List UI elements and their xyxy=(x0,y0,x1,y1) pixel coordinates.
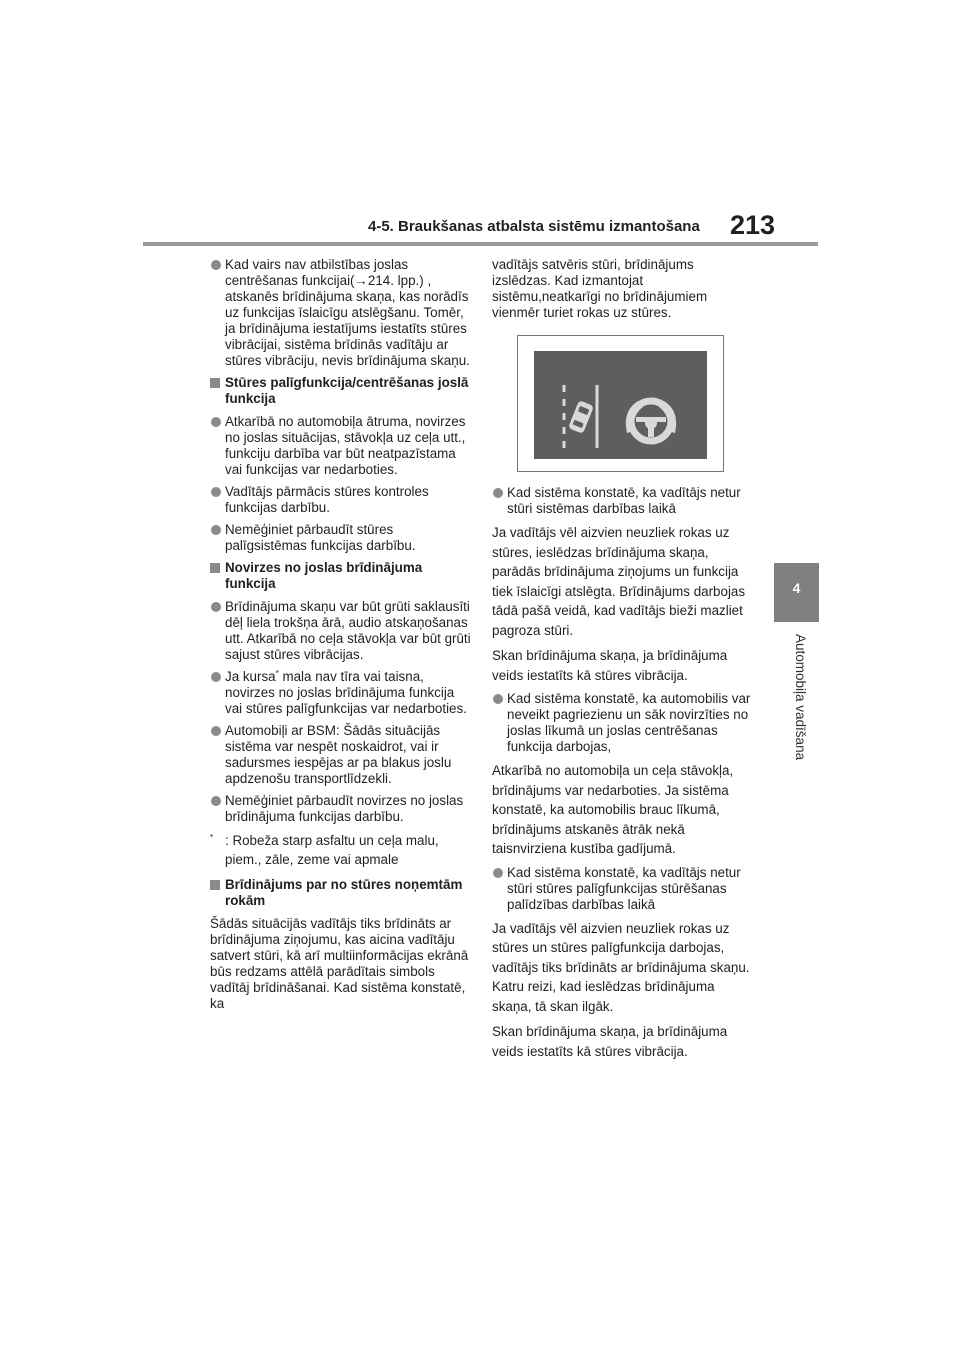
bullet-item xyxy=(210,669,472,717)
footnote-ref: * xyxy=(275,669,279,678)
paragraph: Skan brīdinājuma skaņa, ja brīdinājuma veids iestatīts kā stūres vibrācija. xyxy=(492,1024,728,1059)
figure-icons xyxy=(534,351,707,459)
header-rule xyxy=(143,242,818,246)
right-column xyxy=(492,257,754,1067)
page-number: 213 xyxy=(730,210,776,240)
display-screen xyxy=(534,351,707,459)
bullet-text: mala nav tīra vai taisna, novirzes no joslas brīdinājuma funkcija vai stūres palīgfunkcijas var nedarboties. xyxy=(225,669,467,716)
footnote xyxy=(210,831,472,869)
bullet-item: Vadītājs pārmācis stūres kontroles funkcijas darbību. xyxy=(210,484,472,516)
footnote-text: : Robeža starp asfaltu un ceļa malu, piem., zāle, zeme vai apmale xyxy=(225,833,439,867)
section-title: 4-5. Braukšanas atbalsta sistēmu izmantošana xyxy=(368,218,700,235)
paragraph: Skan brīdinājuma skaņa, ja brīdinājuma veids iestatīts kā stūres vibrācija. xyxy=(492,648,728,683)
lane-departure-icon xyxy=(564,385,597,448)
bullet-item: Brīdinājuma skaņu var būt grūti saklausīti dēļ liela trokšņa ārā, audio atskaņošanas utt. Atkarībā no ceļa stāvokļa var būt grūti sajust stūres vibrācijas. xyxy=(210,599,472,663)
hands-on-wheel-icon xyxy=(626,401,676,441)
warning-figure xyxy=(517,335,724,472)
bullet-item: Atkarībā no automobiļa ātruma, novirzes no joslas situācijas, stāvokļa uz ceļa utt., funkciju darbība var būt neatpazīstama vai funkcijas var nedarboties. xyxy=(210,414,472,478)
bullet-item: Automobiļi ar BSM: Šādās situācijās sistēma var nespēt noskaidrot, vai ir sadursmes iespējas ar pa blakus joslu apdzenošu transportlīdzekli. xyxy=(210,723,472,787)
bullet-item: Kad sistēma konstatē, ka vadītājs netur stūri stūres palīgfunkcijas stūrēšanas palīdzības darbības laikā xyxy=(492,865,754,913)
section-heading: Novirzes no joslas brīdinājuma funkcija xyxy=(210,560,472,592)
paragraph: vadītājs satvēris stūri, brīdinājums izslēdzas. Kad izmantojat sistēmu,neatkarīgi no brīdinājumiem vienmēr turiet rokas uz stūres. xyxy=(492,257,708,320)
bullet-text: Ja kursa xyxy=(225,669,276,684)
bullet-item: Kad vairs nav atbilstības joslas centrēšanas funkcijai(→214. lpp.) , atskanēs brīdinājuma skaņa, kas norādīs uz funkcijas īslaicīgu atslēgšanu. Tomēr, ja brīdinājuma iestatījums iestatīts stūres vibrācijai, sistēma brīdinās vadītāju ar stūres vibrāciju, nevis brīdinājuma skaņu. xyxy=(210,257,472,369)
bullet-item: Nemēģiniet pārbaudīt stūres palīgsistēmas funkcijas darbību. xyxy=(210,522,472,554)
paragraph: Šādās situācijās vadītājs tiks brīdināts ar brīdinājuma ziņojumu, kas aicina vadītāju satvert stūri, kā arī multiinformācijas ekrānā būs redzams attēlā parādītais simbols vadītāj brīdināšanai. Kad sistēma konstatē, ka xyxy=(210,916,469,1011)
bullet-item: Kad sistēma konstatē, ka vadītājs netur stūri sistēmas darbības laikā xyxy=(492,485,754,517)
section-heading: Brīdinājums par no stūres noņemtām rokām xyxy=(210,877,472,909)
bullet-item: Nemēģiniet pārbaudīt novirzes no joslas brīdinājuma funkcijas darbību. xyxy=(210,793,472,825)
chapter-tab[interactable]: 4 xyxy=(774,563,819,622)
left-column xyxy=(210,257,472,1018)
chapter-title: Automobiļa vadīšana xyxy=(793,634,808,761)
paragraph: Ja vadītājs vēl aizvien neuzliek rokas uz stūres un stūres palīgfunkcija darbojas, vadītājs tiks brīdināts ar brīdinājuma skaņu. Katru reizi, kad ieslēdzas brīdinājuma skaņa, tā skan ilgāk. xyxy=(492,920,750,1014)
paragraph: Atkarībā no automobiļa un ceļa stāvokļa, brīdinājums var nedarboties. Ja sistēma konstatē, ka automobilis brauc līkumā, brīdinājums atskanēs ātrāk nekā taisnvirziena kustība gadījumā. xyxy=(492,763,734,856)
footnote-mark: * xyxy=(210,833,214,842)
section-heading: Stūres palīgfunkcija/centrēšanas joslā funkcija xyxy=(210,375,472,407)
bullet-item: Kad sistēma konstatē, ka automobilis var neveikt pagriezienu un sāk novirzīties no joslas līkumā un joslas centrēšanas funkcija darbojas, xyxy=(492,691,754,755)
paragraph: Ja vadītājs vēl aizvien neuzliek rokas uz stūres, ieslēdzas brīdinājuma skaņa, parādās brīdinājuma ziņojums un funkcija tiek īslaicīgi atslēgta. Brīdinājums darbojas tādā pašā veidā, kad vadītājs bieži mazliet pagroza stūri. xyxy=(492,525,746,638)
